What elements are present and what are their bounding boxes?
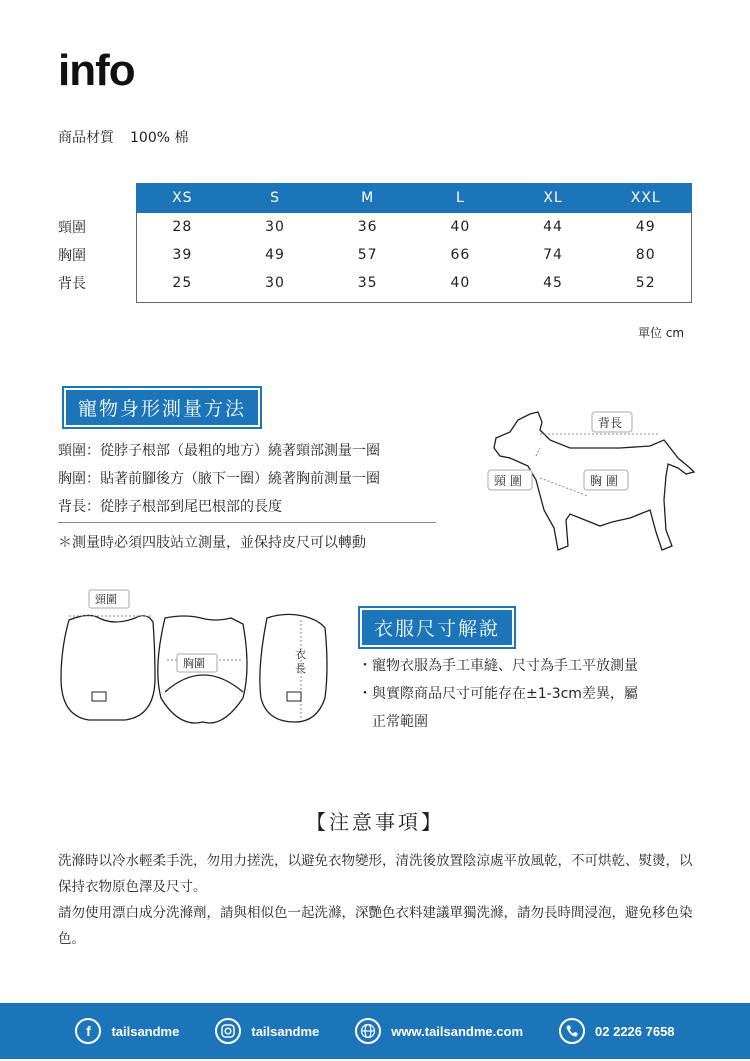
table-cell: 52 [635, 275, 656, 291]
table-cell: 49 [265, 247, 285, 263]
material-info [58, 127, 188, 147]
phone-icon [559, 1018, 585, 1044]
table-cell: 44 [543, 219, 563, 235]
facebook-icon: f [75, 1018, 101, 1044]
table-cell: 36 [357, 219, 378, 235]
footer-bar [0, 1003, 750, 1059]
instagram-link[interactable]: tailsandme [215, 1018, 319, 1044]
size-header: XS [172, 190, 193, 206]
notice-paragraph: 請勿使用漂白成分洗滌劑，請與相似色一起洗滌，深艷色衣料建議單獨洗滌，請勿長時間浸泡，避免移色染色。 [58, 905, 693, 947]
material-value: 100% 棉 [130, 130, 189, 146]
notice-title: 【注意事項】 [306, 810, 444, 834]
measure-line-back: 背長：從脖子根部到尾巴根部的長度 [58, 499, 282, 515]
website-link[interactable]: www.tailsandme.com [355, 1018, 523, 1044]
phone-link[interactable]: 02 2226 7658 [559, 1018, 675, 1044]
table-cell: 40 [450, 275, 471, 291]
table-cell: 30 [265, 219, 285, 235]
clothes-label-chest: 胸圍 [183, 657, 205, 670]
measure-heading: 寵物身形測量方法 [64, 388, 260, 427]
table-cell: 49 [635, 219, 656, 235]
clothes-notes [358, 652, 688, 736]
size-header: M [361, 190, 375, 206]
table-cell: 66 [450, 247, 471, 263]
divider [58, 522, 436, 523]
size-header: XL [543, 190, 563, 206]
size-header: L [455, 190, 465, 206]
table-cell: 74 [543, 247, 563, 263]
clothes-label-length-1: 衣 [295, 648, 306, 661]
instagram-icon [215, 1018, 241, 1044]
dog-label-chest: 胸 圍 [590, 474, 618, 488]
table-cell: 25 [172, 275, 193, 291]
notice-body [58, 848, 698, 952]
clothes-note: ・與實際商品尺寸可能存在±1-3cm差異，屬 [358, 686, 638, 702]
clothes-label-length-2: 長 [295, 662, 306, 675]
row-label: 背長 [58, 276, 86, 292]
size-header: XXL [630, 190, 661, 206]
material-label: 商品材質 [58, 130, 114, 146]
table-cell: 35 [357, 275, 378, 291]
clothes-note: 正常範圍 [358, 714, 428, 730]
dog-label-back: 背長 [598, 416, 623, 430]
table-cell: 80 [635, 247, 656, 263]
measure-line-chest: 胸圍：貼著前腳後方（腋下一圈）繞著胸前測量一圈 [58, 471, 380, 487]
table-cell: 57 [357, 247, 378, 263]
unit-note: 單位 cm [638, 326, 685, 340]
table-cell: 45 [543, 275, 563, 291]
facebook-link[interactable]: f tailsandme [75, 1018, 179, 1044]
table-cell: 40 [450, 219, 471, 235]
table-cell: 28 [172, 219, 193, 235]
measure-instructions [58, 437, 380, 521]
size-header-row [58, 183, 692, 213]
size-table [58, 183, 692, 297]
table-cell: 39 [172, 247, 193, 263]
page-title: info [58, 46, 135, 95]
table-cell: 30 [265, 275, 285, 291]
globe-icon [355, 1018, 381, 1044]
row-label: 胸圍 [58, 248, 86, 264]
clothes-label-neck: 頸圍 [95, 593, 117, 606]
notice-paragraph: 洗滌時以冷水輕柔手洗，勿用力搓洗，以避免衣物變形，清洗後放置陰涼處平放風乾，不可烘乾、熨燙，以保持衣物原色澤及尺寸。 [58, 853, 693, 895]
measure-note: ＊測量時必須四肢站立測量，並保持皮尺可以轉動 [58, 535, 366, 551]
dog-diagram [480, 400, 700, 560]
clothes-diagram [55, 588, 335, 728]
row-label: 頸圍 [58, 220, 86, 236]
size-header: S [270, 190, 280, 206]
clothes-heading: 衣服尺寸解說 [360, 608, 514, 647]
measure-line-neck: 頸圍：從脖子根部（最粗的地方）繞著頸部測量一圈 [58, 443, 380, 459]
dog-label-neck: 頸 圍 [494, 474, 522, 488]
clothes-note: ・寵物衣服為手工車縫、尺寸為手工平放測量 [358, 658, 638, 674]
